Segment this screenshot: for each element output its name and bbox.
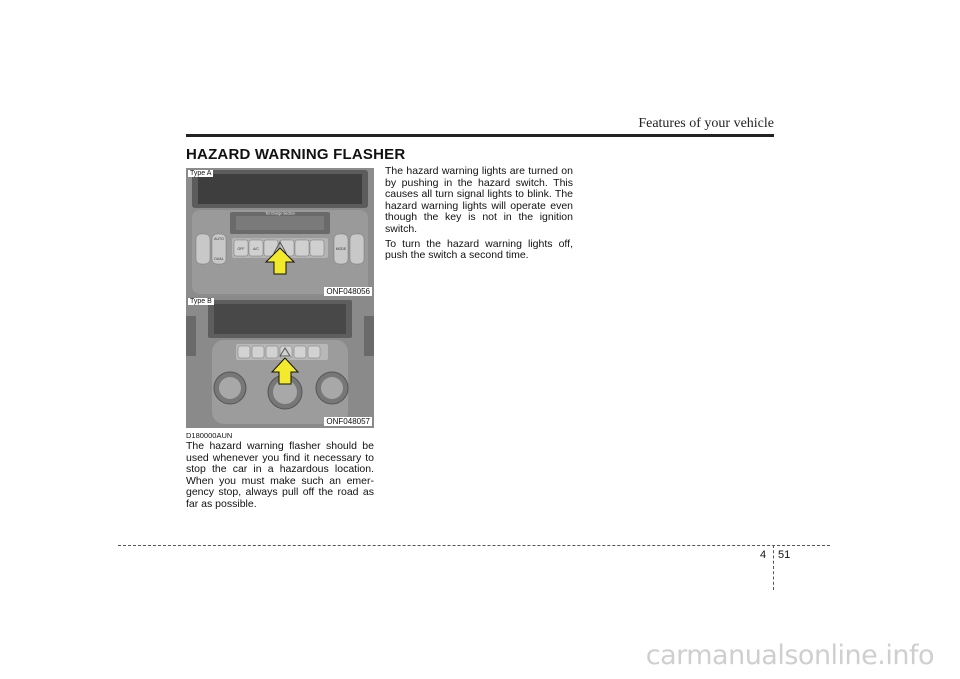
figure-label: Type B (190, 298, 212, 305)
footer-divider (773, 545, 774, 590)
chapter-number: 4 (760, 549, 767, 561)
label-dual: DUAL (214, 257, 224, 261)
running-header: Features of your vehicle (638, 116, 774, 131)
section-title: HAZARD WARNING FLASHER (186, 146, 406, 163)
figure-type-b (186, 296, 374, 428)
label-auto: AUTO (214, 237, 224, 241)
hvac-panel-a-illustration (186, 168, 374, 298)
figure-type-a (186, 168, 374, 298)
reference-code: D180000AUN (186, 431, 233, 440)
label-mode: MODE (335, 247, 347, 251)
figure-label: Type A (190, 170, 212, 177)
left-paragraph: The hazard warning flasher should be used whenever you find it necessary to stop the car in a hazardous location. When you must make such an emer-gency stop, always pull off the road as far as possible. (186, 440, 374, 510)
right-column (385, 166, 573, 265)
display-text: Tel Charge Section (265, 211, 295, 216)
right-paragraph: To turn the hazard warning lights off, push the switch a second time. (385, 237, 573, 262)
label-off: OFF (237, 247, 245, 251)
watermark: carmanualsonline.info (645, 640, 934, 671)
header-rule (186, 134, 774, 137)
page-number: 51 (778, 549, 791, 561)
footer-rule (118, 545, 830, 546)
label-ac: A/C (253, 247, 259, 251)
figure-code: ONF048056 (326, 287, 370, 296)
hvac-panel-b-illustration (186, 296, 374, 428)
right-paragraph: The hazard warning lights are turned on by pushing in the hazard switch. This causes all turn signal lights to blink. The hazard warning lights will operate even though the key is not in the ignition switch. (385, 165, 573, 235)
figure-code: ONF048057 (326, 417, 370, 426)
